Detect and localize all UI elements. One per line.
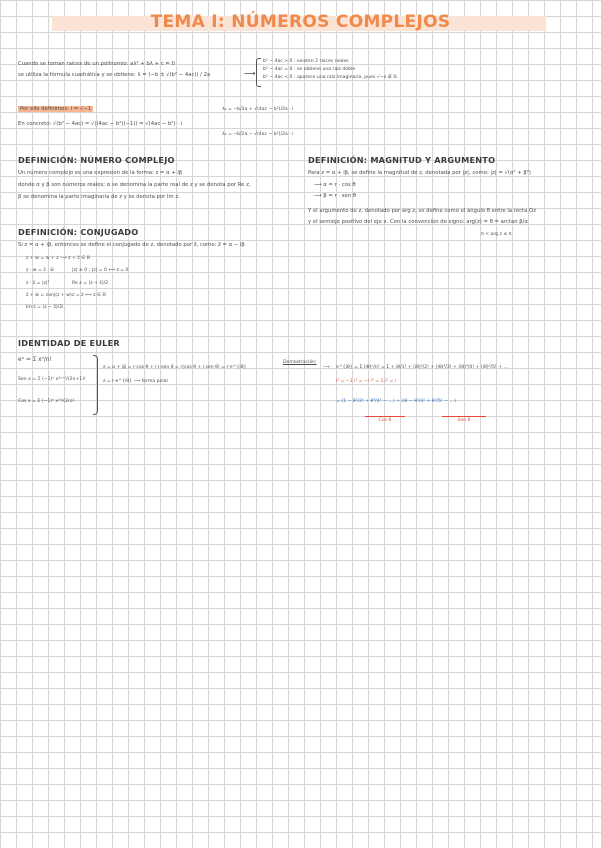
conjugado-prop-2: z · w = z̄ · w̄: [26, 268, 54, 273]
conjugado-prop-6: Re z = (z + z̄)/2: [72, 281, 109, 286]
euler-cos-label: Cos θ: [365, 416, 405, 424]
example-line: En concreto: √(b² − 4ac) = √((4ac − b²)(−1)) = √(4ac − b²) · i: [18, 121, 183, 127]
conjugado-prop-8: Im z = (z − z̄)/2i: [26, 305, 64, 310]
intro-line-2: se utiliza la fórmula cuadrática y se obtiene: λ = (−b ± √(b² − 4ac)) / 2a: [18, 72, 211, 78]
magnitud-line-2: Y el argumento de z, denotado por arg z, se define como el ángulo θ entre la recta Oz: [308, 208, 536, 214]
euler-demo-label: Demostración:: [283, 360, 317, 365]
euler-brace: [93, 355, 98, 415]
magnitud-line-1: Para z = α + iβ, se define la magnitud de z, denotada por |z|, como: |z| = √(α² + β²): [308, 170, 531, 176]
intro-case-3: b² − 4ac < 0 : aparece una raíz imaginaria, pues √−x ∉ ℝ: [263, 75, 397, 80]
euler-exp-series: eˣ = Σ xⁿ/n!: [18, 357, 52, 363]
euler-series-line: e^{iθ} = Σ (iθ)ⁿ/n! = 1 + iθ/1! + (iθ)²/2! + (iθ)³/3! + (iθ)⁴/4! + (iθ)⁵/5! + …: [336, 365, 509, 370]
complejo-line-1: Un número complejo es una expresión de la forma: z = α + iβ: [18, 170, 183, 176]
conjugado-prop-7: z = z̄ ⟺ z ∈ ℝ: [72, 293, 107, 298]
conjugado-prop-3: |z| ≥ 0 ; |z| = 0 ⟺ z = 0: [72, 268, 129, 273]
magnitud-note: π < arg z ≤ π: [481, 232, 512, 237]
euler-polar-short: z = r·e^{iθ} ⟶ forma polar: [103, 379, 169, 384]
euler-i-values: i² = −1 i³ = −i i⁴ = 1 i⁵ = i: [336, 379, 397, 384]
euler-sen-series: Sen x = Σ (−1)ⁿ x²ⁿ⁺¹/(2n+1)!: [18, 377, 86, 382]
conjugado-prop-5: z̄ + w̄ = conj(z + w): [26, 293, 72, 298]
intro-case-2: b² − 4ac = 0 : se obtiene una raíz doble: [263, 67, 356, 72]
cases-brace: [256, 58, 261, 87]
conjugado-line-1: Si z = α + iβ, entonces se define el conjugado de z, denotado por z̄, como: z̄ = α − iβ: [18, 242, 245, 248]
heading-conjugado: DEFINICIÓN: CONJUGADO: [18, 227, 139, 237]
conjugado-prop-1: z + w = w + z ⟶ z + z̄ ∈ ℝ: [26, 256, 91, 261]
intro-case-1: b² − 4ac > 0 : existen 2 raíces reales: [263, 59, 349, 64]
root-lambda-2: λ₂ = −b/2a − √(4ac − b²)/2a · i: [222, 132, 294, 137]
complejo-line-3: β se denomina la parte imaginaria de z y se denota por Im z.: [18, 194, 180, 200]
euler-polar-form: z = α + iβ = r·cos θ + i·r·sen θ = r(cos θ + i sen θ) = r·e^{iθ}: [103, 365, 247, 370]
magnitud-rel-2-text: β = r · sen θ: [323, 193, 356, 199]
euler-polar-label: forma polar: [141, 379, 169, 384]
page-title: TEMA I: NÚMEROS COMPLEJOS: [150, 12, 451, 32]
magnitud-rel-1-text: α = r · cos θ: [323, 182, 356, 188]
heading-magnitud-argumento: DEFINICIÓN: MAGNITUD Y ARGUMENTO: [308, 155, 496, 165]
euler-demo-arrow: ⟶: [323, 365, 330, 370]
intro-arrow: ⟶: [244, 69, 256, 78]
conjugado-prop-4: z · z̄ = |z|²: [26, 281, 50, 286]
intro-line-1: Cuando se toman raíces de un polinomio: aλ² + bλ + c = 0: [18, 61, 175, 67]
heading-identidad-euler: IDENTIDAD DE EULER: [18, 338, 120, 348]
magnitud-rel-1: ⟶ α = r · cos θ: [314, 182, 356, 188]
euler-group-line: [336, 398, 456, 405]
define-i-line: [18, 106, 93, 113]
euler-sen-label: Sen θ: [442, 416, 486, 424]
magnitud-line-3: y el semieje positivo del eje x. Con la convención de signo: arg(z) = θ = arctan β/α: [308, 219, 528, 225]
euler-polar-short-text: z = r·e^{iθ}: [103, 379, 133, 384]
root-lambda-1: λ₁ = −b/2a + √(4ac − b²)/2a · i: [222, 107, 294, 112]
heading-numero-complejo: DEFINICIÓN: NÚMERO COMPLEJO: [18, 155, 175, 165]
euler-group-text: = (1 − θ²/2! + θ⁴/4! − …) + i(θ − θ³/3! + θ⁵/5! − …): [336, 399, 456, 404]
complejo-line-2: donde α y β son números reales; α se denomina la parte real de z y se denota por Re z,: [18, 182, 251, 188]
define-i-text: Por ello definimos: i = √−1: [20, 106, 92, 112]
magnitud-rel-2: ⟶ β = r · sen θ: [314, 193, 356, 199]
euler-cos-series: Cos x = Σ (−1)ⁿ x²ⁿ/(2n)!: [18, 399, 75, 404]
